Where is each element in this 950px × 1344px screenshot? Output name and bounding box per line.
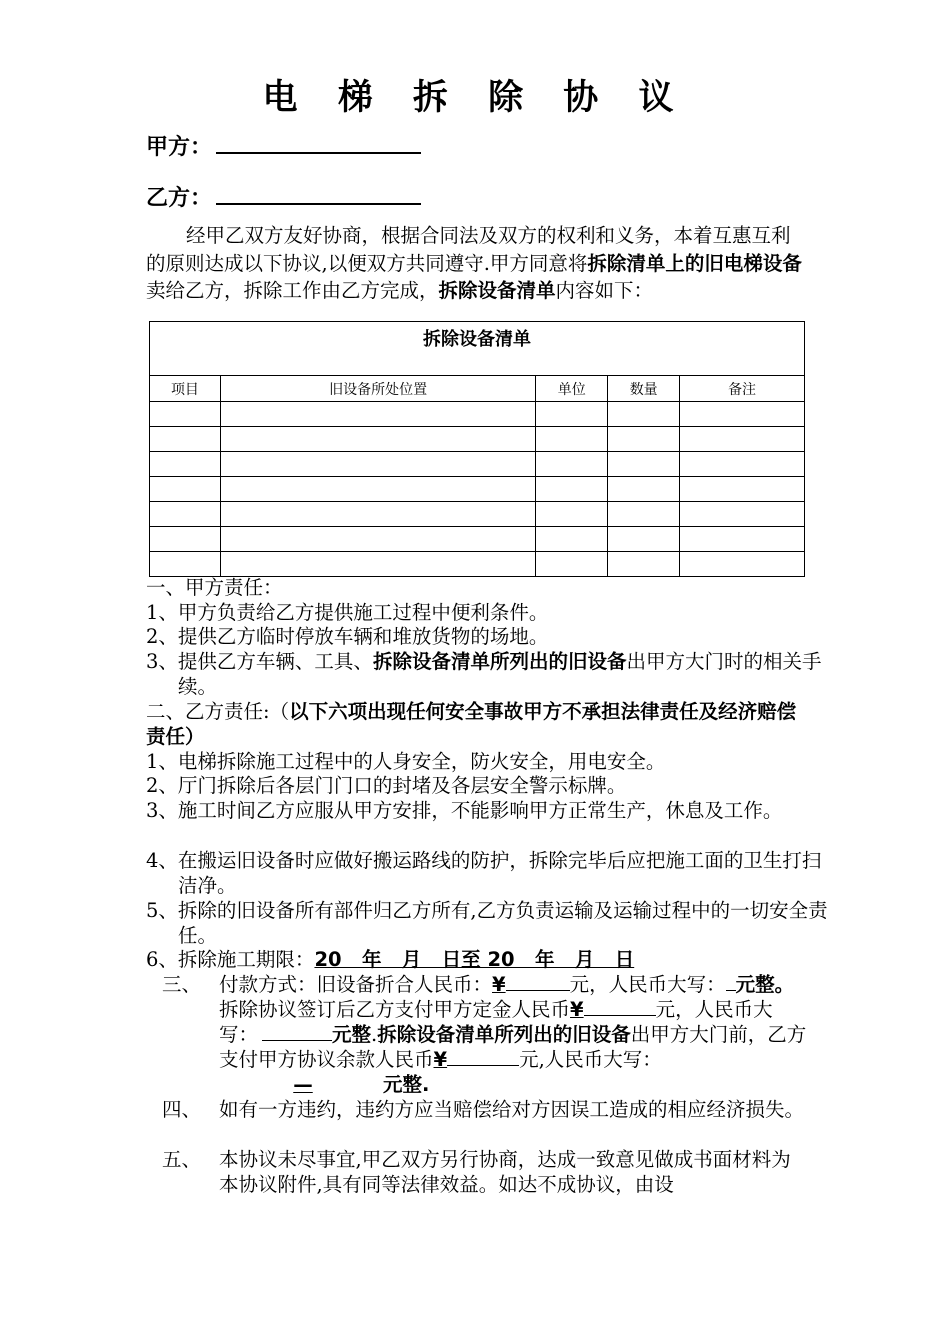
item-number: 1、 xyxy=(146,750,178,773)
header-quantity: 数量 xyxy=(608,376,680,402)
payment-text-7: . xyxy=(371,1023,378,1046)
table-cell xyxy=(220,452,535,477)
table-body xyxy=(150,402,805,577)
construction-period: 20 年 月 日至 20 年 月 日 xyxy=(314,948,635,971)
table-cell xyxy=(150,427,221,452)
table-cell xyxy=(608,402,680,427)
payment-text-3: 元整。 xyxy=(735,973,795,996)
table-cell xyxy=(220,552,535,577)
yen-sign: ¥ xyxy=(433,1048,448,1071)
amount-words-blank xyxy=(726,972,736,991)
payment-text-2: 元，人民币大写： xyxy=(569,973,726,996)
header-unit: 单位 xyxy=(536,376,608,402)
table-row xyxy=(150,502,805,527)
item-text: 甲方负责给乙方提供施工过程中便利条件。 xyxy=(177,601,549,624)
item-number: 5、 xyxy=(146,899,178,922)
item-number: 3、 xyxy=(146,650,178,673)
section-3-payment xyxy=(219,972,809,1097)
section-2-heading xyxy=(146,699,808,749)
section-1-heading: 一、甲方责任： xyxy=(146,576,283,599)
item-number: 3、 xyxy=(146,799,178,822)
table-cell xyxy=(680,527,805,552)
section-2-item-6 xyxy=(146,947,634,973)
deposit-blank xyxy=(584,997,656,1016)
item-text: 在搬运旧设备时应做好搬运路线的防护，拆除完毕后应把施工面的卫生打扫洁净。 xyxy=(177,849,822,897)
table-cell xyxy=(536,502,608,527)
item-text: 拆除的旧设备所有部件归乙方所有,乙方负责运输及运输过程中的一切安全责任。 xyxy=(177,899,828,947)
table-row xyxy=(150,452,805,477)
yen-sign: ¥ xyxy=(492,973,506,996)
section-1-item-1 xyxy=(146,600,548,626)
table-cell xyxy=(536,452,608,477)
balance-words-blank: — xyxy=(293,1073,313,1096)
intro-text-3: 内容如下： xyxy=(555,279,654,302)
deposit-words-blank xyxy=(262,1022,332,1041)
table-cell xyxy=(150,527,221,552)
document-title: 电 梯 拆 除 协 议 xyxy=(262,78,688,118)
intro-text-1: 经甲乙双方友好协商，根据合同法及双方的权利和义务，本着互惠互利的原则达成以下协议,以便双方共同遵守.甲方同意将 xyxy=(146,224,791,275)
table-header-row xyxy=(150,376,805,402)
item-bold-text: 拆除设备清单所列出的旧设备 xyxy=(372,650,627,673)
table-cell xyxy=(680,452,805,477)
item-text: 拆除施工期限： xyxy=(177,948,315,971)
table-row xyxy=(150,552,805,577)
table-cell xyxy=(608,452,680,477)
table-row xyxy=(150,402,805,427)
party-b-line xyxy=(146,183,421,214)
section-2-item-5 xyxy=(146,898,840,948)
table-cell xyxy=(680,502,805,527)
party-a-line xyxy=(146,132,421,163)
item-text: 提供乙方车辆、工具、 xyxy=(177,650,373,673)
section-2-item-2 xyxy=(146,773,626,799)
table-cell xyxy=(536,402,608,427)
item-number: 2、 xyxy=(146,774,178,797)
intro-text-2: 卖给乙方，拆除工作由乙方完成， xyxy=(146,279,439,302)
table-cell xyxy=(150,402,221,427)
section-2-item-3 xyxy=(146,798,840,823)
table-cell xyxy=(608,477,680,502)
table-cell xyxy=(220,527,535,552)
table-cell xyxy=(680,477,805,502)
payment-text-1: 付款方式：旧设备折合人民币： xyxy=(219,973,493,996)
intro-paragraph xyxy=(146,222,806,305)
item-text: 电梯拆除施工过程中的人身安全，防火安全，用电安全。 xyxy=(177,750,666,773)
yen-sign: ¥ xyxy=(570,998,584,1021)
party-b-label: 乙方： xyxy=(146,186,213,211)
table-cell xyxy=(150,452,221,477)
table-cell xyxy=(608,527,680,552)
intro-bold-1: 拆除清单上的旧电梯设备 xyxy=(587,251,802,275)
payment-text-11: 元整. xyxy=(383,1073,430,1096)
table-cell xyxy=(608,427,680,452)
header-location: 旧设备所处位置 xyxy=(220,376,535,402)
section-4-text: 如有一方违约，违约方应当赔偿给对方因误工造成的相应经济损失。 xyxy=(219,1098,805,1121)
header-item: 项目 xyxy=(150,376,221,402)
section-5-number: 五、 xyxy=(162,1148,202,1171)
table-cell xyxy=(536,552,608,577)
table-cell xyxy=(680,427,805,452)
payment-text-4: 拆除协议签订后乙方支付甲方定金人民币 xyxy=(219,998,571,1021)
section-1-item-3 xyxy=(146,649,840,699)
party-a-label: 甲方： xyxy=(146,135,213,160)
table-row xyxy=(150,477,805,502)
section-3-number: 三、 xyxy=(162,973,202,996)
table-cell xyxy=(150,502,221,527)
table-cell xyxy=(220,477,535,502)
section-2-bold-note: 以下六项出现任何安全事故甲方不承担法律责任及经济赔偿责任） xyxy=(146,700,797,748)
amount-blank xyxy=(506,972,570,991)
table-row xyxy=(150,527,805,552)
section-4-number: 四、 xyxy=(162,1098,202,1121)
payment-text-10: 元,人民币大写： xyxy=(519,1048,662,1071)
section-2-label: 二、乙方责任:（ xyxy=(146,700,290,723)
table-cell xyxy=(536,527,608,552)
item-number: 1、 xyxy=(146,601,178,624)
table-cell xyxy=(536,427,608,452)
item-text: 施工时间乙方应服从甲方安排，不能影响甲方正常生产，休息及工作。 xyxy=(177,799,783,822)
table-cell xyxy=(536,477,608,502)
party-b-blank xyxy=(216,183,421,205)
item-number: 6、 xyxy=(146,948,178,971)
item-text-end: 出甲方大门时的相关手续。 xyxy=(178,650,822,698)
table-cell xyxy=(150,552,221,577)
balance-blank xyxy=(447,1047,519,1066)
table-cell xyxy=(220,402,535,427)
table-cell xyxy=(150,477,221,502)
item-text: 厅门拆除后各层门门口的封堵及各层安全警示标牌。 xyxy=(177,774,627,797)
item-text: 提供乙方临时停放车辆和堆放货物的场地。 xyxy=(177,625,549,648)
payment-bold-text: 拆除设备清单所列出的旧设备 xyxy=(377,1023,631,1046)
table-caption: 拆除设备清单 xyxy=(150,322,805,376)
table-cell xyxy=(220,427,535,452)
section-1-item-2 xyxy=(146,624,548,650)
payment-text-6: 元整 xyxy=(332,1023,372,1046)
payment-text-9: 出甲方大门前，乙方支付甲方协议余款人民币 xyxy=(219,1023,807,1071)
table-cell xyxy=(680,552,805,577)
intro-bold-2: 拆除设备清单 xyxy=(438,279,556,302)
party-a-blank xyxy=(216,132,421,154)
payment-text-5: 元，人民币大写： xyxy=(219,998,773,1046)
header-remarks: 备注 xyxy=(680,376,805,402)
section-2-item-4 xyxy=(146,848,840,898)
table-row xyxy=(150,427,805,452)
section-5-text: 本协议未尽事宜,甲乙双方另行协商，达成一致意见做成书面材料为本协议附件,具有同等法律效益。如达不成协议，由设 xyxy=(219,1148,791,1196)
table-cell xyxy=(220,502,535,527)
section-2-item-1 xyxy=(146,749,665,775)
item-number: 4、 xyxy=(146,849,178,872)
table-cell xyxy=(608,552,680,577)
table-cell xyxy=(680,402,805,427)
item-number: 2、 xyxy=(146,625,178,648)
table-cell xyxy=(608,502,680,527)
equipment-table xyxy=(149,321,805,577)
